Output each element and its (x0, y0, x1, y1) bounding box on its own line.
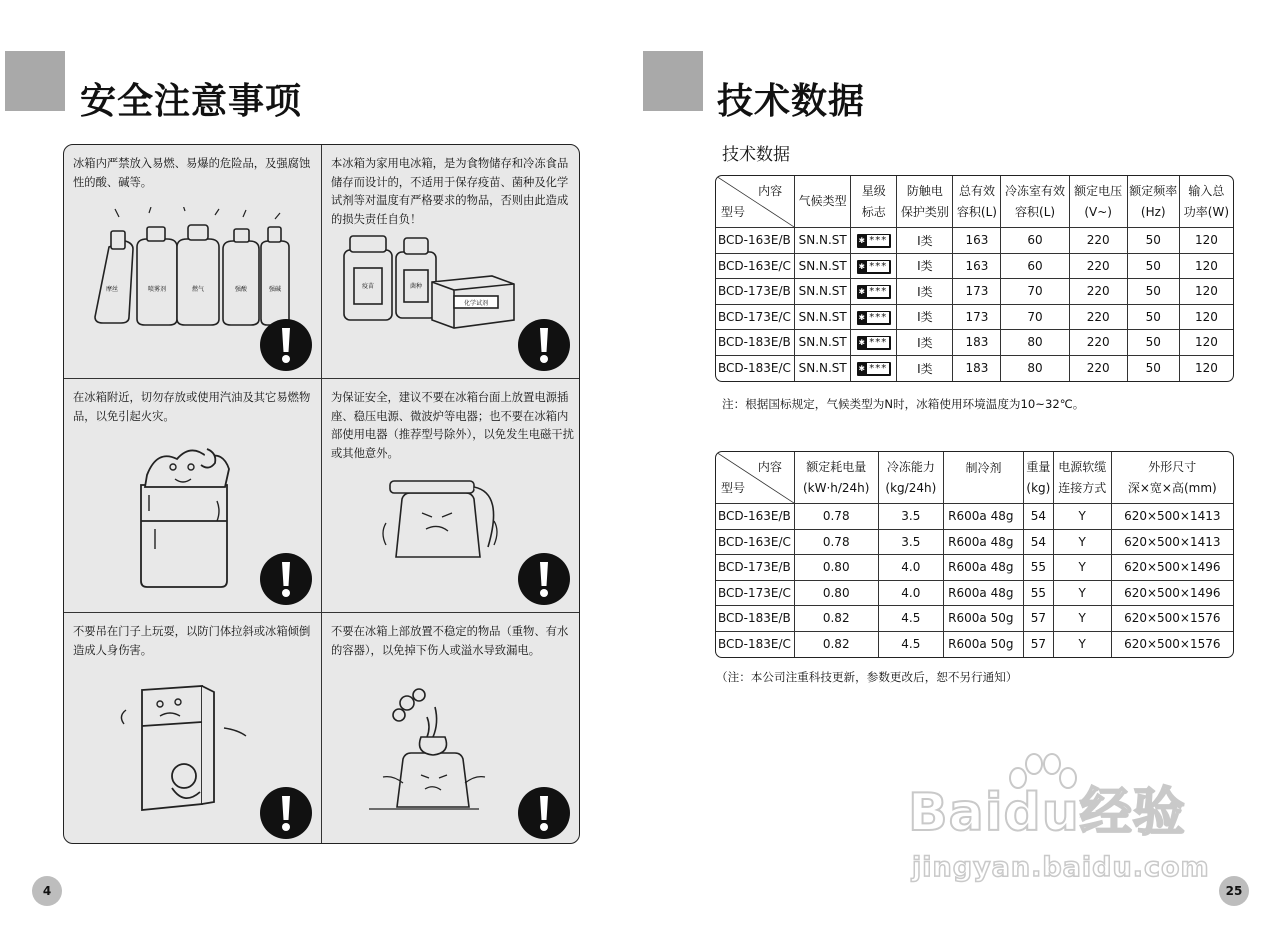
table2-diag-header (716, 452, 795, 504)
table2-header-size: 外形尺寸 深×宽×高(mm) (1112, 452, 1233, 504)
left-page-number: 4 (32, 876, 62, 906)
table1-header-freezer-volume: 冷冻室有效 容积(L) (1001, 176, 1069, 228)
panel-vertical-divider (321, 145, 322, 843)
table2-diag-bottom: 型号 (721, 481, 746, 495)
table2-diag-top: 内容 (757, 460, 782, 474)
bottle-label-2: 喷雾剂 (147, 286, 167, 293)
table1-header-climate: 气候类型 (795, 176, 851, 228)
table1-diag-header (716, 176, 795, 228)
table-row: BCD-163E/B SN.N.ST ✱ *** Ⅰ类 163 60 220 50 120 (716, 228, 1233, 254)
table1-header-power: 输入总 功率(W) (1180, 176, 1233, 228)
right-page-number: 25 (1219, 876, 1249, 906)
freezer-star-icon: ✱ *** (857, 311, 891, 325)
freezer-star-icon: ✱ *** (857, 285, 891, 299)
spec-table-electrical (715, 175, 1234, 382)
bottle-label-1: 摩丝 (105, 286, 119, 293)
table1-header-total-volume: 总有效 容积(L) (953, 176, 1001, 228)
container-label-2: 菌种 (409, 283, 423, 290)
freezer-star-icon: ✱ *** (857, 362, 891, 376)
table1-diag-top: 内容 (758, 184, 783, 198)
container-label-1: 疫苗 (361, 283, 375, 290)
freezer-star-icon: ✱ *** (857, 234, 891, 248)
spec-table-performance (715, 451, 1234, 658)
panel-divider-2 (64, 612, 579, 613)
baidu-watermark-url: jingyan.baidu.com (912, 852, 1210, 883)
table2-note: （注：本公司注重科技更新，参数更改后，恕不另行通知） (716, 670, 1018, 684)
table1-note: 注：根据国标规定，气候类型为N时，冰箱使用环境温度为10~32℃。 (722, 397, 1085, 411)
panel-divider-1 (64, 378, 579, 379)
table-row: BCD-163E/B 0.78 3.5 R600a 48g 54 Y 620×500×1413 (716, 504, 1233, 530)
vase-on-fridge-illustration (369, 685, 499, 810)
table2-header-refrigerant: 制冷剂 (944, 452, 1024, 504)
vaccine-containers-illustration (336, 230, 526, 330)
warning-exclamation-icon (517, 318, 571, 372)
left-page-title: 安全注意事项 (80, 81, 303, 122)
freezer-star-icon: ✱ *** (857, 336, 891, 350)
bottle-label-5: 强碱 (268, 286, 282, 293)
table1-header-voltage: 额定电压 (V~) (1070, 176, 1128, 228)
table-row: BCD-173E/B SN.N.ST ✱ *** Ⅰ类 173 70 220 50 120 (716, 279, 1233, 305)
safety-text-1: 冰箱内严禁放入易燃、易爆的危险品，及强腐蚀性的酸、碱等。 (73, 157, 311, 189)
bottle-label-4: 强酸 (234, 286, 248, 293)
table1-header-frequency: 额定频率 (Hz) (1128, 176, 1180, 228)
table-row: BCD-173E/C 0.80 4.0 R600a 48g 55 Y 620×500×1496 (716, 581, 1233, 607)
table1-diag-bottom: 型号 (721, 205, 746, 219)
table-row: BCD-163E/C 0.78 3.5 R600a 48g 54 Y 620×500×1413 (716, 530, 1233, 556)
warning-exclamation-icon (259, 786, 313, 840)
baidu-watermark: Baidu经验 (908, 783, 1186, 843)
table-row: BCD-183E/B SN.N.ST ✱ *** Ⅰ类 183 80 220 50 120 (716, 330, 1233, 356)
table-row: BCD-173E/B 0.80 4.0 R600a 48g 55 Y 620×500×1496 (716, 555, 1233, 581)
table2-header-capacity: 冷冻能力 (kg/24h) (879, 452, 945, 504)
safety-text-5: 不要吊在门子上玩耍，以防门体拉斜或冰箱倾倒造成人身伤害。 (73, 625, 311, 657)
container-label-3: 化学试剂 (463, 300, 489, 307)
fire-fridge-illustration (129, 445, 239, 590)
warning-exclamation-icon (259, 318, 313, 372)
hazard-bottles-illustration (89, 207, 299, 327)
safety-panel (63, 144, 580, 844)
child-on-door-illustration (114, 680, 254, 820)
table-row: BCD-173E/C SN.N.ST ✱ *** Ⅰ类 173 70 220 50 120 (716, 305, 1233, 331)
safety-text-4: 为保证安全，建议不要在冰箱台面上放置电源插座、稳压电源、微波炉等电器；也不要在冰箱内部使用电器（推荐型号除外），以免发生电磁干扰或其他意外。 (331, 391, 574, 460)
left-title-block (5, 51, 65, 111)
right-page-title: 技术数据 (717, 81, 866, 122)
safety-text-2: 本冰箱为家用电冰箱，是为食物储存和冷冻食品储存而设计的，不适用于保存疫苗、菌种及化学试剂等对温度有严格要求的物品，否则由此造成的损失责任自负！ (331, 157, 569, 226)
right-title-block (643, 51, 703, 111)
warning-exclamation-icon (517, 786, 571, 840)
table1-header-star: 星级 标志 (851, 176, 897, 228)
safety-text-3: 在冰箱附近，切勿存放或使用汽油及其它易燃物品，以免引起火灾。 (73, 391, 311, 423)
bottle-label-3: 燃气 (191, 286, 205, 293)
right-page-subtitle: 技术数据 (722, 145, 790, 165)
warning-exclamation-icon (259, 552, 313, 606)
table1-header-protection: 防触电 保护类别 (897, 176, 953, 228)
warning-exclamation-icon (517, 552, 571, 606)
freezer-star-icon: ✱ *** (857, 260, 891, 274)
table-row: BCD-163E/C SN.N.ST ✱ *** Ⅰ类 163 60 220 50 120 (716, 254, 1233, 280)
table-row: BCD-183E/C 0.82 4.5 R600a 50g 57 Y 620×500×1576 (716, 632, 1233, 658)
table2-header-weight: 重量 (kg) (1024, 452, 1054, 504)
table2-header-cable: 电源软缆 连接方式 (1054, 452, 1112, 504)
table-row: BCD-183E/C SN.N.ST ✱ *** Ⅰ类 183 80 220 50 120 (716, 356, 1233, 382)
table2-header-consumption: 额定耗电量 (kW·h/24h) (795, 452, 879, 504)
appliance-on-fridge-illustration (376, 473, 506, 563)
safety-text-6: 不要在冰箱上部放置不稳定的物品（重物、有水的容器），以免掉下伤人或溢水导致漏电。 (331, 625, 569, 657)
table-row: BCD-183E/B 0.82 4.5 R600a 50g 57 Y 620×500×1576 (716, 606, 1233, 632)
